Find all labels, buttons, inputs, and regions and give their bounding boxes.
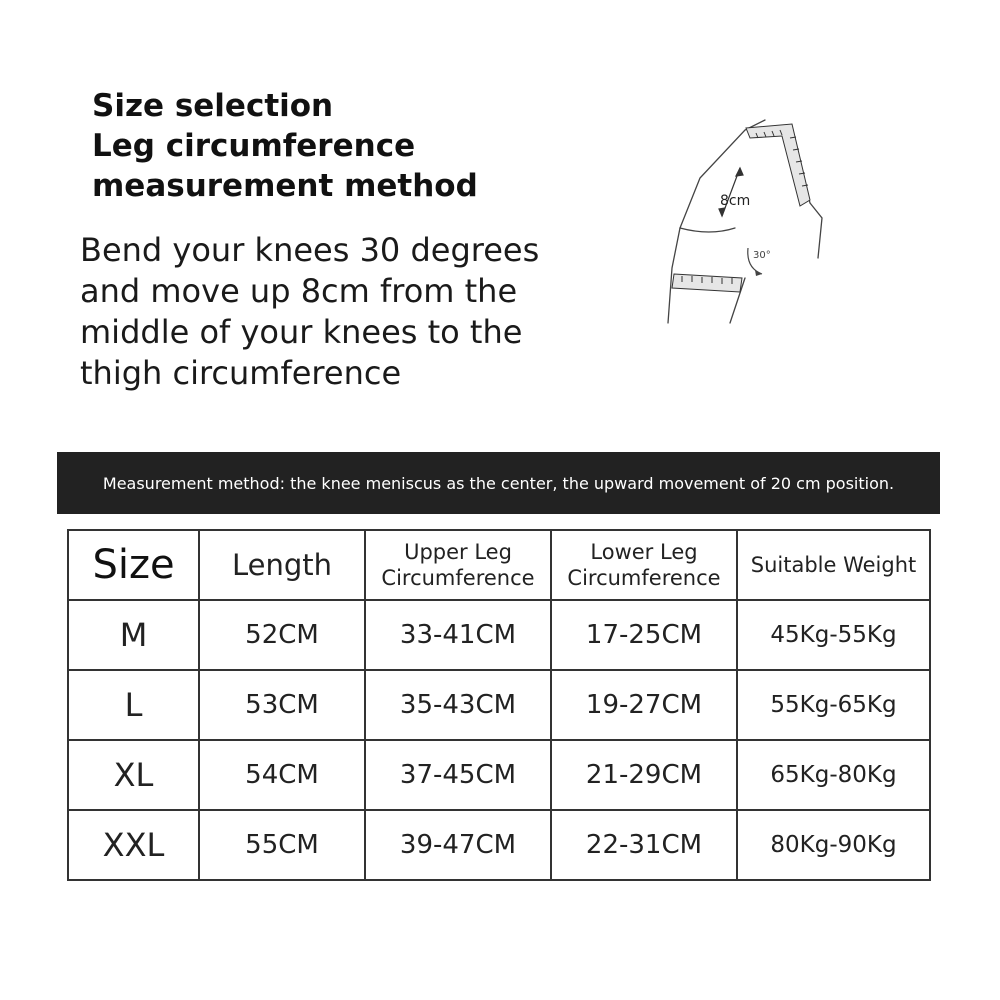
cell-upper-leg: 37-45CM xyxy=(365,740,551,810)
knee-crease xyxy=(680,228,735,232)
instructions-line-3: middle of your knees to the xyxy=(80,313,523,351)
heading-line-2: Leg circumference xyxy=(92,128,416,164)
header-lower-leg-line-2: Circumference xyxy=(567,566,721,590)
table-row xyxy=(68,810,930,880)
cell-size: L xyxy=(68,670,199,740)
cell-length: 55CM xyxy=(199,810,365,880)
cell-length: 52CM xyxy=(199,600,365,670)
distance-label: 8cm xyxy=(720,193,751,209)
header-lower-leg-line-1: Lower Leg xyxy=(590,540,698,564)
header-lower-leg xyxy=(551,530,737,600)
angle-label: 30° xyxy=(753,250,771,261)
cell-length: 54CM xyxy=(199,740,365,810)
header-weight: Suitable Weight xyxy=(737,530,930,600)
cell-upper-leg: 35-43CM xyxy=(365,670,551,740)
cell-lower-leg: 17-25CM xyxy=(551,600,737,670)
cell-length: 53CM xyxy=(199,670,365,740)
instructions xyxy=(80,230,580,394)
cell-size: XXL xyxy=(68,810,199,880)
table-row xyxy=(68,740,930,810)
cell-lower-leg: 19-27CM xyxy=(551,670,737,740)
cell-weight: 45Kg-55Kg xyxy=(737,600,930,670)
banner-text: Measurement method: the knee meniscus as the center, the upward movement of 20 cm position. xyxy=(102,473,895,493)
table-header-row xyxy=(68,530,930,600)
size-chart-table xyxy=(67,529,931,881)
table-row xyxy=(68,670,930,740)
upper-measuring-tape xyxy=(746,124,810,206)
cell-upper-leg: 39-47CM xyxy=(365,810,551,880)
lower-measuring-tape xyxy=(672,274,742,292)
knee-measurement-illustration xyxy=(650,108,840,338)
cell-lower-leg: 22-31CM xyxy=(551,810,737,880)
heading-line-1: Size selection xyxy=(92,88,334,124)
header-upper-leg xyxy=(365,530,551,600)
cell-size: XL xyxy=(68,740,199,810)
cell-weight: 55Kg-65Kg xyxy=(737,670,930,740)
cell-weight: 65Kg-80Kg xyxy=(737,740,930,810)
knee-outline-front xyxy=(810,203,822,258)
heading xyxy=(92,86,478,206)
cell-size: M xyxy=(68,600,199,670)
header-length: Length xyxy=(199,530,365,600)
header-upper-leg-line-2: Circumference xyxy=(381,566,535,590)
header-size: Size xyxy=(68,530,199,600)
instructions-line-2: and move up 8cm from the xyxy=(80,272,518,310)
table-row xyxy=(68,600,930,670)
instructions-line-4: thigh circumference xyxy=(80,354,402,392)
heading-line-3: measurement method xyxy=(92,168,478,204)
cell-upper-leg: 33-41CM xyxy=(365,600,551,670)
instructions-line-1: Bend your knees 30 degrees xyxy=(80,231,540,269)
header-upper-leg-line-1: Upper Leg xyxy=(404,540,512,564)
cell-weight: 80Kg-90Kg xyxy=(737,810,930,880)
measurement-method-banner xyxy=(57,452,940,514)
cell-lower-leg: 21-29CM xyxy=(551,740,737,810)
